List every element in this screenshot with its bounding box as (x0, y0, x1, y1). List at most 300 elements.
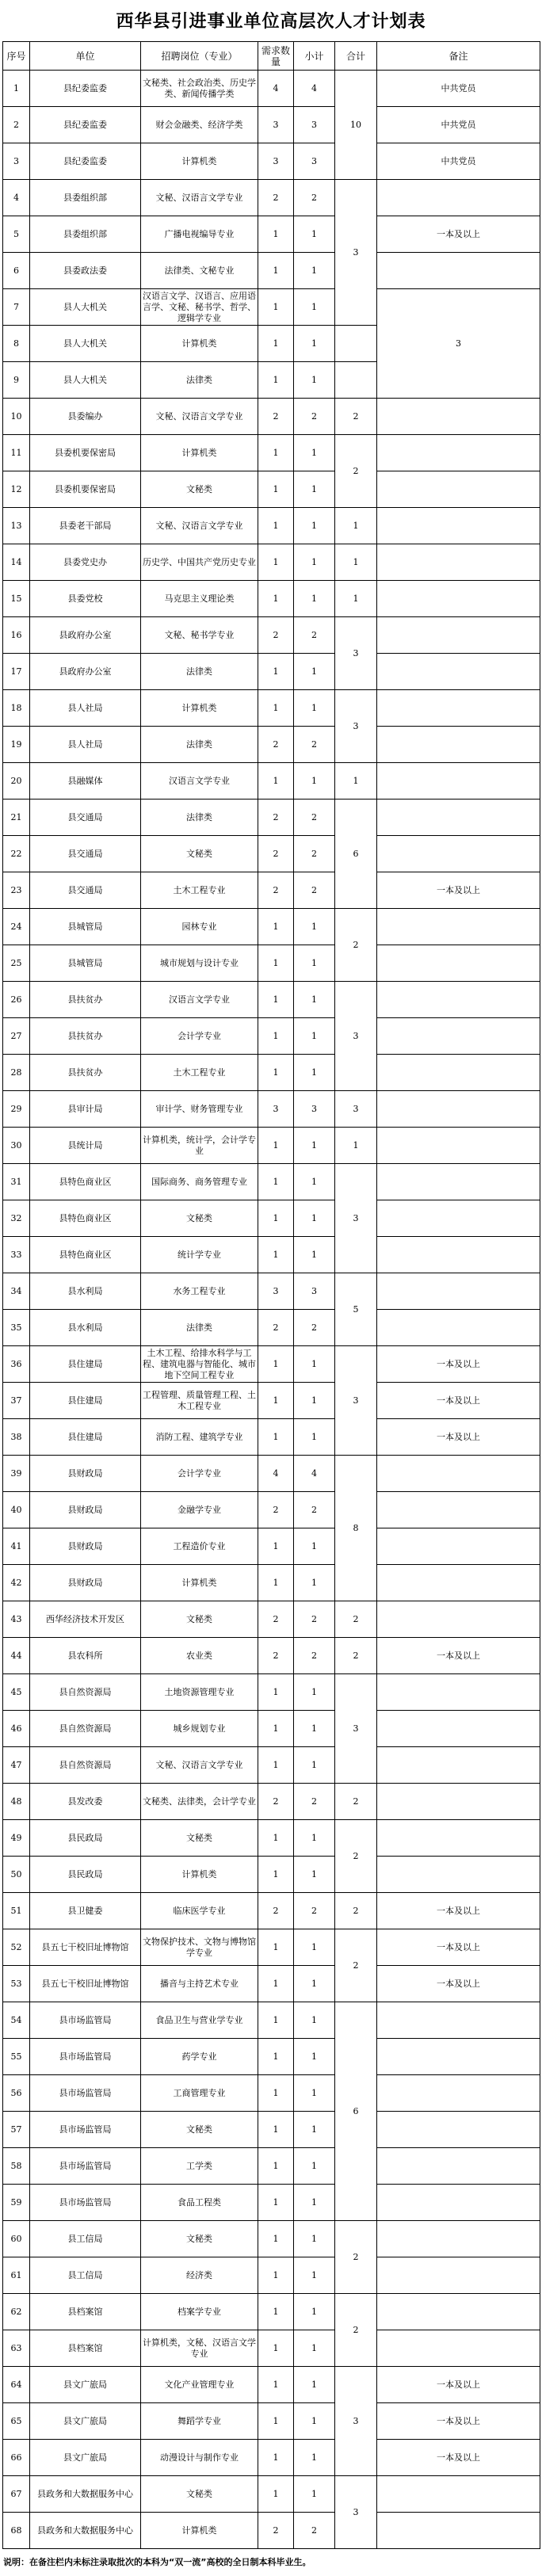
cell-unit: 县档案馆 (30, 2330, 141, 2367)
cell-subtotal: 1 (294, 1018, 335, 1055)
cell-unit: 县特色商业区 (30, 1237, 141, 1273)
cell-position: 广播电视编导专业 (141, 216, 258, 253)
header-unit: 单位 (30, 42, 141, 71)
cell-position: 文秘类、法律类，会计学专业 (141, 1784, 258, 1820)
cell-position: 药学专业 (141, 2039, 258, 2075)
cell-total: 2 (335, 1929, 377, 2002)
cell-subtotal: 2 (294, 180, 335, 216)
table-row (3, 1929, 540, 1966)
cell-subtotal: 1 (294, 2294, 335, 2330)
cell-demand: 1 (258, 909, 294, 945)
cell-position: 动漫设计与制作专业 (141, 2440, 258, 2476)
cell-unit: 县财政局 (30, 1565, 141, 1601)
table-body (3, 71, 540, 2549)
cell-remark (377, 1055, 540, 1091)
table-row (3, 654, 540, 690)
cell-demand: 1 (258, 1200, 294, 1237)
cell-seq: 4 (3, 180, 30, 216)
cell-remark (377, 1164, 540, 1200)
cell-position: 文秘、汉语言文学专业 (141, 180, 258, 216)
cell-position: 计算机类 (141, 690, 258, 727)
cell-subtotal: 1 (294, 2367, 335, 2403)
cell-seq: 37 (3, 1383, 30, 1419)
cell-position: 文秘类 (141, 2112, 258, 2148)
table-row (3, 800, 540, 836)
cell-remark (377, 1018, 540, 1055)
cell-demand: 1 (258, 1966, 294, 2002)
cell-position: 文秘、秘书学专业 (141, 617, 258, 654)
cell-position: 汉语言文学专业 (141, 982, 258, 1018)
cell-subtotal: 1 (294, 2221, 335, 2257)
table-row (3, 1492, 540, 1528)
cell-demand: 1 (258, 362, 294, 399)
cell-seq: 42 (3, 1565, 30, 1601)
cell-position: 土木工程专业 (141, 872, 258, 909)
cell-seq: 41 (3, 1528, 30, 1565)
table-row (3, 836, 540, 872)
cell-demand: 1 (258, 2476, 294, 2513)
table-row (3, 1346, 540, 1383)
table-row (3, 2513, 540, 2549)
table-row (3, 289, 540, 326)
table-row (3, 2039, 540, 2075)
cell-seq: 26 (3, 982, 30, 1018)
cell-total: 2 (335, 1784, 377, 1820)
cell-total: 2 (335, 435, 377, 508)
cell-remark (377, 1310, 540, 1346)
cell-seq: 48 (3, 1784, 30, 1820)
cell-subtotal: 1 (294, 909, 335, 945)
cell-position: 舞蹈学专业 (141, 2403, 258, 2440)
cell-seq: 24 (3, 909, 30, 945)
cell-seq: 60 (3, 2221, 30, 2257)
cell-unit: 县市场监管局 (30, 2185, 141, 2221)
cell-demand: 2 (258, 1784, 294, 1820)
cell-remark (377, 909, 540, 945)
cell-remark (377, 1565, 540, 1601)
table-row (3, 2257, 540, 2294)
cell-total: 3 (335, 690, 377, 763)
cell-unit: 县自然资源局 (30, 1711, 141, 1747)
cell-total: 1 (335, 763, 377, 800)
cell-position: 文秘、汉语言文学专业 (141, 1747, 258, 1784)
cell-remark (377, 800, 540, 836)
cell-remark (377, 581, 540, 617)
cell-subtotal: 3 (294, 1091, 335, 1128)
cell-total: 5 (335, 1273, 377, 1346)
cell-unit: 县城管局 (30, 945, 141, 982)
cell-position: 金融学专业 (141, 1492, 258, 1528)
table-row (3, 1273, 540, 1310)
cell-position: 城市规划与设计专业 (141, 945, 258, 982)
header-total: 合计 (335, 42, 377, 71)
table-row (3, 1091, 540, 1128)
cell-remark (377, 1200, 540, 1237)
cell-demand: 1 (258, 1565, 294, 1601)
cell-demand: 1 (258, 2185, 294, 2221)
cell-unit: 县政务和大数据服务中心 (30, 2476, 141, 2513)
cell-remark (377, 2476, 540, 2513)
table-row (3, 2440, 540, 2476)
table-row (3, 581, 540, 617)
table-row (3, 617, 540, 654)
cell-subtotal: 1 (294, 1055, 335, 1091)
cell-position: 汉语言文学专业 (141, 763, 258, 800)
cell-total: 2 (335, 2294, 377, 2367)
cell-demand: 1 (258, 326, 294, 362)
cell-subtotal: 1 (294, 2075, 335, 2112)
cell-unit: 县工信局 (30, 2221, 141, 2257)
cell-remark (377, 2185, 540, 2221)
cell-subtotal: 1 (294, 982, 335, 1018)
cell-seq: 45 (3, 1674, 30, 1711)
cell-demand: 2 (258, 800, 294, 836)
cell-remark: 一本及以上 (377, 2403, 540, 2440)
cell-remark: 一本及以上 (377, 872, 540, 909)
cell-unit: 县农科所 (30, 1638, 141, 1674)
cell-unit: 县扶贫办 (30, 1018, 141, 1055)
cell-subtotal: 2 (294, 1784, 335, 1820)
cell-subtotal: 1 (294, 581, 335, 617)
cell-unit: 县政务和大数据服务中心 (30, 2513, 141, 2549)
cell-unit: 县融媒体 (30, 763, 141, 800)
cell-remark: 一本及以上 (377, 1346, 540, 1383)
cell-total: 2 (335, 2221, 377, 2294)
table-row (3, 71, 540, 107)
cell-seq: 29 (3, 1091, 30, 1128)
table-row (3, 1055, 540, 1091)
cell-remark (377, 2221, 540, 2257)
cell-unit: 县纪委监委 (30, 143, 141, 180)
cell-subtotal: 3 (294, 107, 335, 143)
cell-position: 文秘类 (141, 2476, 258, 2513)
cell-total: 6 (335, 2002, 377, 2221)
cell-seq: 47 (3, 1747, 30, 1784)
cell-position: 临床医学专业 (141, 1893, 258, 1929)
cell-position: 法律类 (141, 654, 258, 690)
table-row (3, 1237, 540, 1273)
cell-demand: 1 (258, 945, 294, 982)
cell-subtotal: 1 (294, 1200, 335, 1237)
cell-seq: 6 (3, 253, 30, 289)
cell-subtotal: 3 (294, 143, 335, 180)
cell-unit: 县文广旅局 (30, 2367, 141, 2403)
cell-subtotal: 4 (294, 71, 335, 107)
cell-seq: 10 (3, 399, 30, 435)
cell-position: 计算机类 (141, 1857, 258, 1893)
cell-remark (377, 1747, 540, 1784)
cell-demand: 1 (258, 2002, 294, 2039)
cell-remark (377, 617, 540, 654)
cell-seq: 25 (3, 945, 30, 982)
cell-seq: 15 (3, 581, 30, 617)
cell-unit: 县财政局 (30, 1492, 141, 1528)
cell-subtotal: 2 (294, 1893, 335, 1929)
cell-demand: 2 (258, 1601, 294, 1638)
table-row (3, 1711, 540, 1747)
cell-total: 2 (335, 1601, 377, 1638)
cell-demand: 1 (258, 1929, 294, 1966)
cell-unit: 县扶贫办 (30, 982, 141, 1018)
table-row (3, 435, 540, 471)
table-row (3, 982, 540, 1018)
cell-demand: 1 (258, 471, 294, 508)
cell-seq: 7 (3, 289, 30, 326)
cell-subtotal: 1 (294, 1237, 335, 1273)
cell-demand: 3 (258, 143, 294, 180)
cell-seq: 1 (3, 71, 30, 107)
cell-remark (377, 945, 540, 982)
header-remark: 备注 (377, 42, 540, 71)
cell-remark: 一本及以上 (377, 1419, 540, 1456)
cell-remark (377, 836, 540, 872)
cell-position: 经济类 (141, 2257, 258, 2294)
cell-demand: 1 (258, 2294, 294, 2330)
cell-remark (377, 471, 540, 508)
cell-remark (377, 1237, 540, 1273)
cell-remark (377, 1128, 540, 1164)
cell-remark (377, 399, 540, 435)
cell-unit: 县审计局 (30, 1091, 141, 1128)
cell-unit: 县自然资源局 (30, 1674, 141, 1711)
cell-unit: 县住建局 (30, 1383, 141, 1419)
cell-position: 审计学、财务管理专业 (141, 1091, 258, 1128)
cell-demand: 1 (258, 435, 294, 471)
cell-demand: 1 (258, 1674, 294, 1711)
cell-position: 工商管理专业 (141, 2075, 258, 2112)
cell-demand: 1 (258, 1419, 294, 1456)
cell-demand: 1 (258, 289, 294, 326)
cell-demand: 2 (258, 399, 294, 435)
cell-subtotal: 1 (294, 2002, 335, 2039)
cell-remark (377, 1674, 540, 1711)
table-header-row (3, 42, 540, 71)
cell-subtotal: 1 (294, 2257, 335, 2294)
cell-unit: 县水利局 (30, 1310, 141, 1346)
cell-position: 文秘类、社会政治类、历史学类、新闻传播学类 (141, 71, 258, 107)
cell-seq: 9 (3, 362, 30, 399)
cell-unit: 县财政局 (30, 1528, 141, 1565)
cell-total: 1 (335, 1128, 377, 1164)
cell-demand: 1 (258, 1857, 294, 1893)
cell-remark (377, 1711, 540, 1747)
cell-seq: 61 (3, 2257, 30, 2294)
cell-position: 城乡规划专业 (141, 1711, 258, 1747)
cell-total: 3 (335, 180, 377, 326)
cell-position: 法律类 (141, 727, 258, 763)
cell-remark (377, 654, 540, 690)
cell-unit: 县交通局 (30, 872, 141, 909)
cell-seq: 50 (3, 1857, 30, 1893)
cell-remark (377, 544, 540, 581)
cell-demand: 1 (258, 982, 294, 1018)
cell-unit: 县工信局 (30, 2257, 141, 2294)
cell-seq: 32 (3, 1200, 30, 1237)
cell-position: 园林专业 (141, 909, 258, 945)
cell-seq: 34 (3, 1273, 30, 1310)
cell-demand: 1 (258, 763, 294, 800)
cell-unit: 县文广旅局 (30, 2403, 141, 2440)
table-row (3, 1383, 540, 1419)
cell-total: 2 (335, 1638, 377, 1674)
cell-demand: 1 (258, 2403, 294, 2440)
cell-seq: 58 (3, 2148, 30, 2185)
cell-position: 土木工程专业 (141, 1055, 258, 1091)
cell-seq: 59 (3, 2185, 30, 2221)
cell-demand: 2 (258, 2513, 294, 2549)
cell-position: 土地资源管理专业 (141, 1674, 258, 1711)
cell-total: 2 (335, 1820, 377, 1893)
cell-subtotal: 1 (294, 654, 335, 690)
cell-unit: 县委编办 (30, 399, 141, 435)
cell-remark: 中共党员 (377, 71, 540, 107)
table-row (3, 1164, 540, 1200)
table-row (3, 143, 540, 180)
cell-seq: 46 (3, 1711, 30, 1747)
cell-total: 10 (335, 71, 377, 180)
cell-demand: 1 (258, 2440, 294, 2476)
cell-remark: 一本及以上 (377, 216, 540, 253)
table-row (3, 2002, 540, 2039)
cell-subtotal: 1 (294, 289, 335, 326)
cell-seq: 8 (3, 326, 30, 362)
cell-seq: 28 (3, 1055, 30, 1091)
cell-seq: 31 (3, 1164, 30, 1200)
cell-subtotal: 2 (294, 2513, 335, 2549)
cell-demand: 1 (258, 2257, 294, 2294)
cell-seq: 12 (3, 471, 30, 508)
cell-position: 文秘类 (141, 471, 258, 508)
cell-unit: 县委机要保密局 (30, 471, 141, 508)
cell-demand: 3 (258, 107, 294, 143)
cell-demand: 1 (258, 1164, 294, 1200)
cell-remark (377, 1492, 540, 1528)
cell-subtotal: 2 (294, 1601, 335, 1638)
cell-total: 1 (335, 581, 377, 617)
cell-demand: 1 (258, 1711, 294, 1747)
cell-subtotal: 1 (294, 471, 335, 508)
cell-remark (377, 1456, 540, 1492)
cell-seq: 33 (3, 1237, 30, 1273)
table-row (3, 1565, 540, 1601)
cell-subtotal: 1 (294, 1383, 335, 1419)
cell-position: 文物保护技术、文物与博物馆学专业 (141, 1929, 258, 1966)
cell-subtotal: 1 (294, 508, 335, 544)
cell-subtotal: 1 (294, 1820, 335, 1857)
cell-unit: 县政府办公室 (30, 617, 141, 654)
cell-position: 法律类、文秘专业 (141, 253, 258, 289)
cell-subtotal: 1 (294, 763, 335, 800)
table-row (3, 471, 540, 508)
header-seq: 序号 (3, 42, 30, 71)
cell-unit: 县卫健委 (30, 1893, 141, 1929)
cell-remark: 一本及以上 (377, 2367, 540, 2403)
cell-unit: 县市场监管局 (30, 2148, 141, 2185)
cell-total: 3 (335, 1674, 377, 1784)
table-row (3, 1893, 540, 1929)
cell-subtotal: 1 (294, 2039, 335, 2075)
cell-remark (377, 763, 540, 800)
cell-subtotal: 1 (294, 2476, 335, 2513)
cell-seq: 5 (3, 216, 30, 253)
cell-seq: 66 (3, 2440, 30, 2476)
cell-total: 3 (335, 1346, 377, 1456)
cell-position: 工学类 (141, 2148, 258, 2185)
cell-unit: 县五七干校旧址博物馆 (30, 1929, 141, 1966)
cell-demand: 1 (258, 1820, 294, 1857)
cell-seq: 22 (3, 836, 30, 872)
cell-subtotal: 1 (294, 1128, 335, 1164)
cell-subtotal: 1 (294, 435, 335, 471)
cell-remark: 一本及以上 (377, 2440, 540, 2476)
cell-demand: 1 (258, 216, 294, 253)
cell-subtotal: 1 (294, 2148, 335, 2185)
cell-unit: 县委组织部 (30, 180, 141, 216)
cell-position: 文化产业管理专业 (141, 2367, 258, 2403)
table-row (3, 945, 540, 982)
table-row (3, 2112, 540, 2148)
cell-unit: 县委党校 (30, 581, 141, 617)
cell-seq: 54 (3, 2002, 30, 2039)
cell-position: 计算机类 (141, 435, 258, 471)
cell-seq: 43 (3, 1601, 30, 1638)
cell-unit: 县特色商业区 (30, 1164, 141, 1200)
cell-unit: 县统计局 (30, 1128, 141, 1164)
cell-seq: 17 (3, 654, 30, 690)
cell-subtotal: 2 (294, 836, 335, 872)
table-row (3, 1200, 540, 1237)
cell-seq: 16 (3, 617, 30, 654)
cell-position: 消防工程、建筑学专业 (141, 1419, 258, 1456)
cell-unit: 县财政局 (30, 1456, 141, 1492)
cell-subtotal: 2 (294, 617, 335, 654)
cell-unit: 县纪委监委 (30, 71, 141, 107)
cell-demand: 2 (258, 872, 294, 909)
cell-seq: 63 (3, 2330, 30, 2367)
table-row (3, 690, 540, 727)
cell-demand: 4 (258, 71, 294, 107)
page-title: 西华县引进事业单位高层次人才计划表 (116, 12, 426, 32)
cell-position: 会计学专业 (141, 1456, 258, 1492)
cell-seq: 55 (3, 2039, 30, 2075)
cell-unit: 县委机要保密局 (30, 435, 141, 471)
cell-remark (377, 1601, 540, 1638)
table-row (3, 872, 540, 909)
cell-total: 2 (335, 399, 377, 435)
table-row (3, 763, 540, 800)
table-row (3, 1857, 540, 1893)
table-row (3, 1820, 540, 1857)
cell-remark: 中共党员 (377, 143, 540, 180)
cell-demand: 1 (258, 2221, 294, 2257)
cell-remark (377, 1857, 540, 1893)
cell-remark (377, 2002, 540, 2039)
cell-seq: 68 (3, 2513, 30, 2549)
cell-demand: 3 (258, 1273, 294, 1310)
cell-demand: 1 (258, 2367, 294, 2403)
cell-remark (377, 1528, 540, 1565)
cell-remark (377, 1091, 540, 1128)
cell-total: 3 (335, 617, 377, 690)
cell-demand: 1 (258, 581, 294, 617)
cell-demand: 2 (258, 727, 294, 763)
cell-position: 会计学专业 (141, 1018, 258, 1055)
cell-remark (377, 1820, 540, 1857)
cell-demand: 1 (258, 690, 294, 727)
cell-demand: 2 (258, 1310, 294, 1346)
cell-subtotal: 1 (294, 2112, 335, 2148)
cell-total: 3 (335, 2476, 377, 2549)
